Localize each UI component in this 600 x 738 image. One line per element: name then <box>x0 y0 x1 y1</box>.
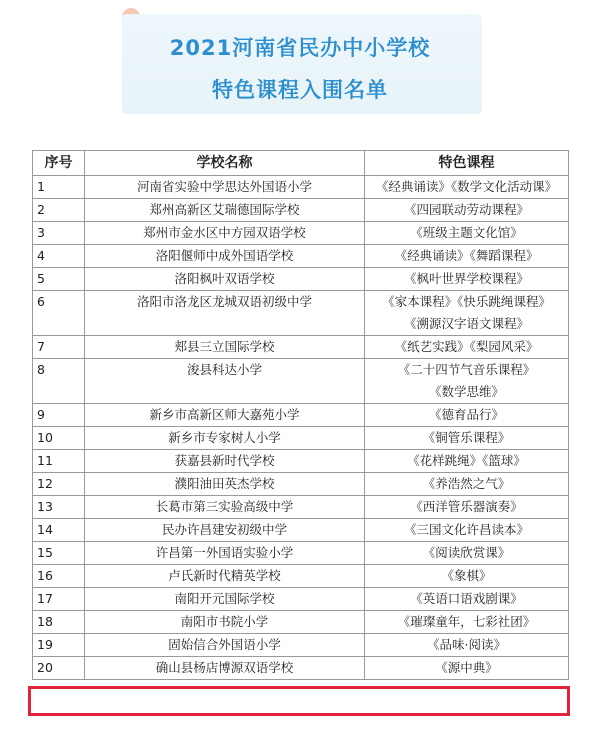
table-row <box>33 450 569 473</box>
course-name: 《枫叶世界学校课程》 <box>403 271 529 286</box>
course-name: 《铜管乐课程》 <box>422 430 511 445</box>
row-number: 19 <box>33 634 85 657</box>
school-name: 长葛市第三实验高级中学 <box>85 496 365 519</box>
course-cell <box>365 450 569 473</box>
row-number: 18 <box>33 611 85 634</box>
row-number: 5 <box>33 268 85 291</box>
course-cell <box>365 245 569 268</box>
row-number: 2 <box>33 199 85 222</box>
course-cell <box>365 611 569 634</box>
course-name: 《二十四节气音乐课程》 <box>397 362 536 377</box>
table-row <box>33 404 569 427</box>
table-row <box>33 427 569 450</box>
course-name: 《数学思维》 <box>428 384 504 399</box>
row-number: 17 <box>33 588 85 611</box>
row-number: 11 <box>33 450 85 473</box>
school-name: 新乡市专家树人小学 <box>85 427 365 450</box>
course-name: 《养浩然之气》 <box>422 476 511 491</box>
school-name: 洛阳市洛龙区龙城双语初级中学 <box>85 291 365 336</box>
school-name: 许昌第一外国语实验小学 <box>85 542 365 565</box>
row-number: 6 <box>33 291 85 336</box>
course-cell <box>365 565 569 588</box>
school-name: 浚县科达小学 <box>85 359 365 404</box>
row-number: 1 <box>33 176 85 199</box>
course-name: 《四园联动劳动课程》 <box>403 202 529 217</box>
row-number: 16 <box>33 565 85 588</box>
course-cell <box>365 519 569 542</box>
school-name: 民办许昌建安初级中学 <box>85 519 365 542</box>
school-name: 卢氏新时代精英学校 <box>85 565 365 588</box>
course-cell <box>365 427 569 450</box>
page-subtitle: 特色课程入围名单 <box>212 78 388 102</box>
course-name: 《象棋》 <box>441 568 492 583</box>
school-name: 固始信合外国语小学 <box>85 634 365 657</box>
course-name: 《璀璨童年，七彩社团》 <box>397 614 536 629</box>
table-row <box>33 519 569 542</box>
school-name: 南阳市书院小学 <box>85 611 365 634</box>
school-name: 新乡市高新区师大嘉苑小学 <box>85 404 365 427</box>
table-row <box>33 199 569 222</box>
course-name: 《品味·阅读》 <box>427 637 506 652</box>
table-row <box>33 291 569 336</box>
row-number: 15 <box>33 542 85 565</box>
course-name: 《经典诵读》《舞蹈课程》 <box>394 248 539 263</box>
school-name: 郑州高新区艾瑞德国际学校 <box>85 199 365 222</box>
row-number: 13 <box>33 496 85 519</box>
course-name: 《源中典》 <box>435 660 498 675</box>
course-name: 《家本课程》《快乐跳绳课程》 <box>382 294 551 309</box>
row-number: 14 <box>33 519 85 542</box>
school-name: 南阳开元国际学校 <box>85 588 365 611</box>
school-name: 濮阳油田英杰学校 <box>85 473 365 496</box>
row-number: 20 <box>33 657 85 680</box>
header-course: 特色课程 <box>365 151 569 176</box>
row-number: 4 <box>33 245 85 268</box>
table-row <box>33 496 569 519</box>
table-row <box>33 611 569 634</box>
course-name: 《班级主题文化馆》 <box>410 225 523 240</box>
school-name: 洛阳偃师中成外国语学校 <box>85 245 365 268</box>
table-row <box>33 245 569 268</box>
course-cell <box>365 404 569 427</box>
course-cell <box>365 222 569 245</box>
course-cell <box>365 268 569 291</box>
school-name: 洛阳枫叶双语学校 <box>85 268 365 291</box>
row-number: 3 <box>33 222 85 245</box>
course-table <box>32 150 569 680</box>
course-name: 《西洋管乐器演奏》 <box>410 499 523 514</box>
row-number: 9 <box>33 404 85 427</box>
table-body <box>33 176 569 680</box>
table-row <box>33 336 569 359</box>
course-cell <box>365 473 569 496</box>
school-name: 获嘉县新时代学校 <box>85 450 365 473</box>
course-cell <box>365 291 569 336</box>
table-row <box>33 588 569 611</box>
course-name: 《经典诵读》《数学文化活动课》 <box>375 179 558 194</box>
course-name: 《英语口语戏剧课》 <box>410 591 523 606</box>
course-cell <box>365 588 569 611</box>
course-name: 《德育品行》 <box>428 407 504 422</box>
course-cell <box>365 336 569 359</box>
row-number: 7 <box>33 336 85 359</box>
school-name: 郏县三立国际学校 <box>85 336 365 359</box>
row-number: 12 <box>33 473 85 496</box>
row-number: 8 <box>33 359 85 404</box>
table-row <box>33 657 569 680</box>
course-name: 《三国文化许昌读本》 <box>403 522 529 537</box>
course-cell <box>365 657 569 680</box>
course-cell <box>365 359 569 404</box>
table-header-row <box>33 151 569 176</box>
course-name: 《纸艺实践》《梨园风采》 <box>394 339 539 354</box>
course-cell <box>365 199 569 222</box>
header-number: 序号 <box>33 151 85 176</box>
course-cell <box>365 634 569 657</box>
school-name: 郑州市金水区中方园双语学校 <box>85 222 365 245</box>
course-name: 《溯源汉字语文课程》 <box>403 316 529 331</box>
table-row <box>33 473 569 496</box>
row-number: 10 <box>33 427 85 450</box>
table-row <box>33 565 569 588</box>
table-row <box>33 268 569 291</box>
table-row <box>33 359 569 404</box>
course-name: 《花样跳绳》《篮球》 <box>407 453 526 468</box>
table-row <box>33 542 569 565</box>
table-row <box>33 634 569 657</box>
course-cell <box>365 496 569 519</box>
course-cell <box>365 542 569 565</box>
header-school: 学校名称 <box>85 151 365 176</box>
course-cell <box>365 176 569 199</box>
highlight-box <box>28 686 570 716</box>
page-title: 2021河南省民办中小学校 <box>169 36 431 60</box>
school-name: 河南省实验中学思达外国语小学 <box>85 176 365 199</box>
table-row <box>33 222 569 245</box>
table-row <box>33 176 569 199</box>
course-name: 《阅读欣赏课》 <box>422 545 511 560</box>
school-name: 确山县杨店博源双语学校 <box>85 657 365 680</box>
